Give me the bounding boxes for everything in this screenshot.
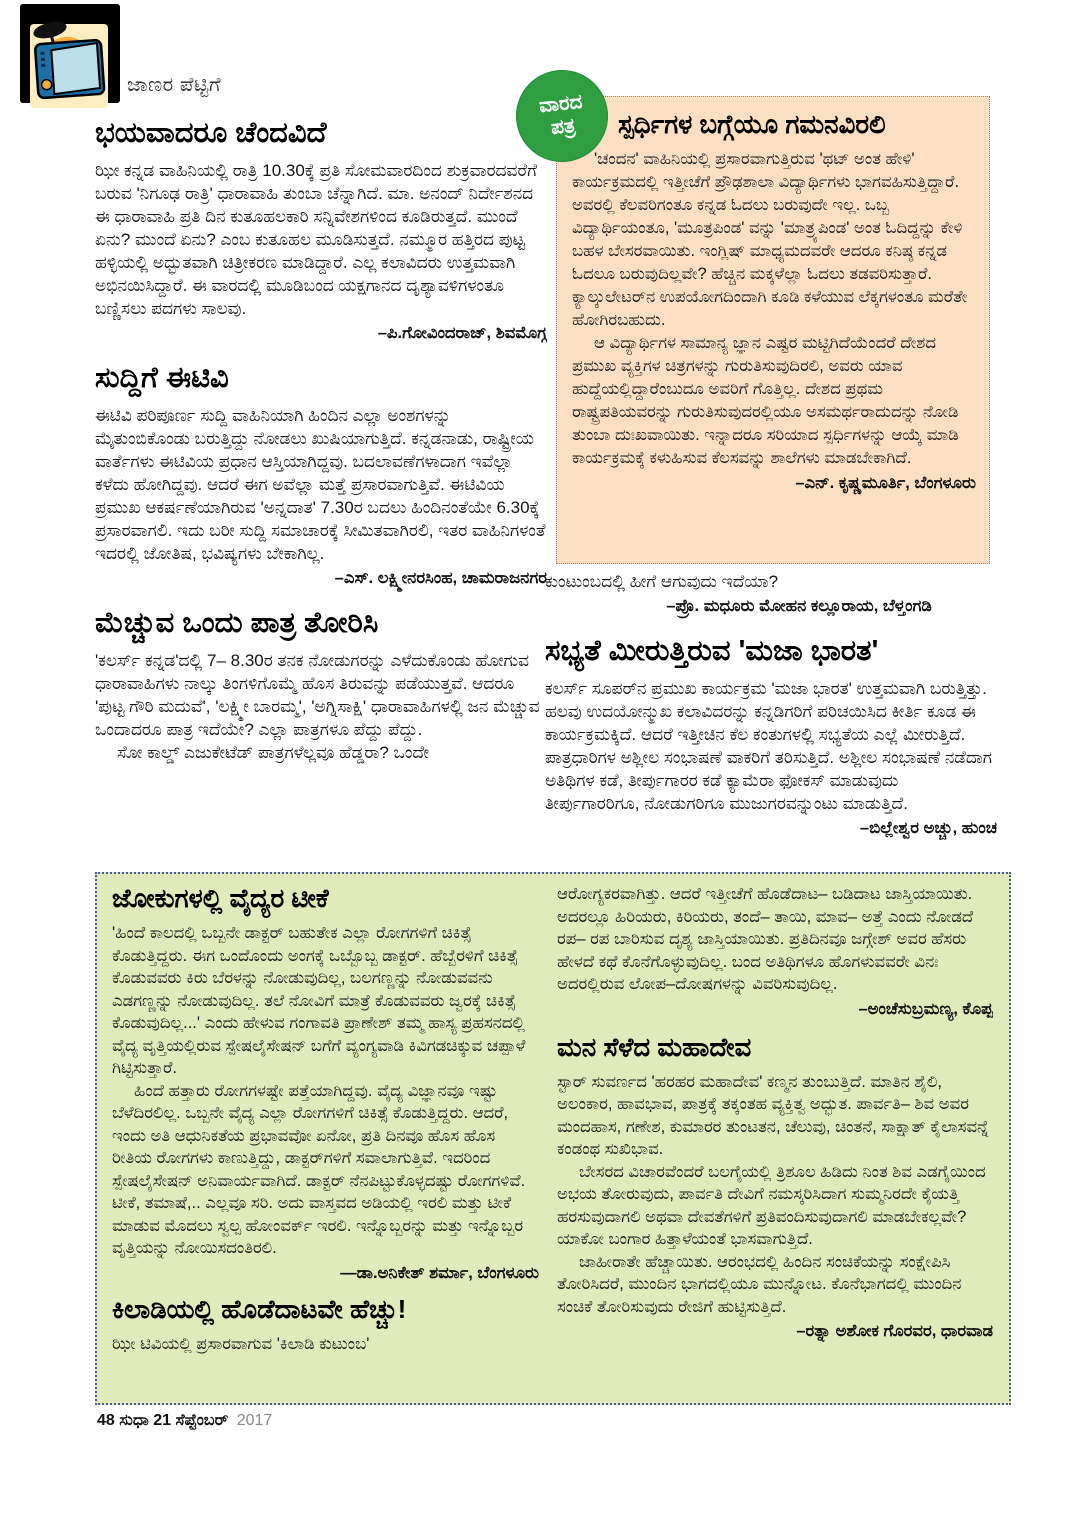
letter-body: 'ಹಿಂದೆ ಕಾಲದಲ್ಲಿ ಒಬ್ಬನೇ ಡಾಕ್ಟರ್ ಬಹುತೇಕ ಎಲ್ಲಾ ರೋಗಗಳಿಗೆ ಚಿಕಿತ್ಸೆ ಕೊಡುತ್ತಿದ್ದರು. ಈಗ ಒಂದೊಂದು ಅಂಗಕ್ಕೆ ಒಬ್ಬೊಬ್ಬ ಡಾಕ್ಟರ್. ಹೆಬ್ಬೆರಳಿಗೆ ಚಿಕಿತ್ಸೆ ಕೊಡುವವರು ಕಿರು ಬೆರಳನ್ನು ನೋಡುವುದಿಲ್ಲ, ಬಲಗಣ್ಣನ್ನು ನೋಡುವವನು ಎಡಗಣ್ಣನ್ನು ನೋಡುವುದಿಲ್ಲ. ತಲೆ ನೋವಿಗೆ ಮಾತ್ರೆ ಕೊಡುವವರು ಜ್ವರಕ್ಕೆ ಚಿಕಿತ್ಸೆ ಕೊಡುವುದಿಲ್ಲ...' ಎಂದು ಹೇಳುವ ಗಂಗಾವತಿ ಪ್ರಾಣೇಶ್ ತಮ್ಮ ಹಾಸ್ಯ ಪ್ರಹಸನದಲ್ಲಿ ವೈದ್ಯ ವೃತ್ತಿಯಲ್ಲಿರುವ ಸ್ಪೇಷಲೈಸೇಷನ್ ಬಗೆಗೆ ವ್ಯಂಗ್ಯವಾಡಿ ಕಿವಿಗಡಚಿಕ್ಕುವ ಚಪ್ಪಾಳೆ ಗಿಟ್ಟಿಸುತ್ತಾರೆ.	[112, 924, 526, 1077]
letter-title: ಕಿಲಾಡಿಯಲ್ಲಿ ಹೊಡೆದಾಟವೇ ಹೆಚ್ಚು!	[112, 1293, 407, 1324]
letter-title: ಸ್ಪರ್ಧಿಗಳ ಬಗ್ಗೆಯೂ ಗಮನವಿರಲಿ	[618, 109, 886, 139]
bottom-box-right-column	[557, 883, 993, 1393]
letter-title: ಭಯವಾದರೂ ಚೆಂದವಿದೆ	[95, 117, 327, 149]
magazine-name: ಸುಧಾ	[119, 1412, 149, 1429]
issue-year: 2017	[236, 1412, 273, 1429]
letter-body: ಹಿಂದೆ ಹತ್ತಾರು ರೋಗಗಳಷ್ಟೇ ಪತ್ತೆಯಾಗಿದ್ದವು. ವೈದ್ಯ ವಿಜ್ಞಾನವೂ ಇಷ್ಟು ಬೆಳೆದಿರಲಿಲ್ಲ. ಒಬ್ಬನೇ ವೈದ್ಯ ಎಲ್ಲಾ ರೋಗಗಳಿಗೆ ಚಿಕಿತ್ಸೆ ಕೊಡುತ್ತಿದ್ದರು. ಆದರೆ, ಇಂದು ಅತಿ ಆಧುನಿಕತೆಯ ಪ್ರಭಾವವೋ ಏನೋ, ಪ್ರತಿ ದಿನವೂ ಹೊಸ ಹೊಸ ರೀತಿಯ ರೋಗಗಳು ಕಾಣುತ್ತಿದ್ದು, ಡಾಕ್ಟರ್‌ಗಳಿಗೆ ಸವಾಲಾಗುತ್ತಿವೆ. ಇದರಿಂದ ಸ್ಪೇಷಲೈಸೇಷನ್ ಅನಿವಾರ್ಯವಾಗಿದೆ. ಡಾಕ್ಟರ್ ನೆನಪಿಟ್ಟುಕೊಳ್ಳದಷ್ಟು ರೋಗಗಳಿವೆ. ಟೀಕೆ, ತಮಾಷೆ,.. ಎಲ್ಲವೂ ಸರಿ. ಅದು ವಾಸ್ತವದ ಅಡಿಯಲ್ಲಿ ಇರಲಿ ಮತ್ತು ಟೀಕೆ ಮಾಡುವ ಮೊದಲು ಸ್ವಲ್ಪ ಹೋಂವರ್ಕ್ ಇರಲಿ. ಇನ್ನೊಬ್ಬರನ್ನು ಮತ್ತು ಇನ್ನೊಬ್ಬರ ವೃತ್ತಿಯನ್ನು ನೋಯಿಸದಂತಿರಲಿ.	[112, 1081, 526, 1257]
letter-signature: –ರತ್ನಾ ಅಶೋಕ ಗೊರವರ, ಧಾರವಾಡ	[796, 1322, 993, 1340]
letter-continuation	[545, 570, 993, 632]
letter-title: ಸಭ್ಯತೆ ಮೀರುತ್ತಿರುವ 'ಮಜಾ ಭಾರತ'	[545, 635, 879, 667]
letter-body: 'ಕಲರ್ಸ್ ಕನ್ನಡ'ದಲ್ಲಿ 7– 8.30ರ ತನಕ ನೋಡುಗರನ್ನು ಎಳೆದುಕೊಂಡು ಹೋಗುವ ಧಾರಾವಾಹಿಗಳು ನಾಲ್ಕು ತಿಂಗಳಿಗೊಮ್ಮೆ ಹೊಸ ತಿರುವನ್ನು ಪಡೆಯುತ್ತವೆ. ಆದರೂ 'ಪುಟ್ಟ ಗೌರಿ ಮದುವೆ', 'ಲಕ್ಷ್ಮೀ ಬಾರಮ್ಮ', 'ಅಗ್ನಿಸಾಕ್ಷಿ' ಧಾರಾವಾಹಿಗಳಲ್ಲಿ ಜನ ಮೆಚ್ಚುವ ಒಂದಾದರೂ ಪಾತ್ರ ಇದೆಯೇ? ಎಲ್ಲಾ ಪಾತ್ರಗಳೂ ಪೆದ್ದು ಪೆದ್ದು.	[95, 651, 540, 739]
left-column	[95, 116, 547, 868]
letter-body-continued: ಸೋ ಕಾಲ್ಡ್ ಎಜುಕೇಟೆಡ್ ಪಾತ್ರಗಳೆಲ್ಲವೂ ಹೆಡ್ಡರಾ? ಒಂದೇ	[117, 743, 430, 762]
page-footer	[97, 1412, 272, 1430]
letter-body: ಆರೋಗ್ಯಕರವಾಗಿತ್ತು. ಆದರೆ ಇತ್ತೀಚೆಗೆ ಹೊಡೆದಾಟ– ಬಡಿದಾಟ ಜಾಸ್ತಿಯಾಯಿತು. ಅದರಲ್ಲೂ ಹಿರಿಯರು, ಕಿರಿಯರು, ತಂದೆ– ತಾಯಿ, ಮಾವ– ಅತ್ತೆ ಎಂದು ನೋಡದೆ ರಪ– ರಪ ಬಾರಿಸುವ ದೃಶ್ಯ ಜಾಸ್ತಿಯಾಯಿತು. ಪ್ರತಿದಿನವೂ ಜಗ್ಗೇಶ್ ಅವರ ಹೆಸರು ಹೇಳದೆ ಕಥೆ ಕೊನೆಗೊಳ್ಳುವುದಿಲ್ಲ. ಬಂದ ಅತಿಥಿಗಳೂ ಹೊಗಳುವವರೇ ವಿನಃ ಅದರಲ್ಲಿರುವ ಲೋಪ–ದೋಷಗಳನ್ನು ವಿವರಿಸುವುದಿಲ್ಲ.	[557, 885, 974, 993]
badge-line2: ಪತ್ರ	[549, 114, 577, 140]
letter-body: 'ಚಂದನ' ವಾಹಿನಿಯಲ್ಲಿ ಪ್ರಸಾರವಾಗುತ್ತಿರುವ 'ಥಟ್ ಅಂತ ಹೇಳಿ' ಕಾರ್ಯಕ್ರಮದಲ್ಲಿ ಇತ್ತೀಚೆಗೆ ಪ್ರೌಢಶಾಲಾ ವಿದ್ಯಾರ್ಥಿಗಳು ಭಾಗವಹಿಸುತ್ತಿದ್ದಾರೆ. ಅವರಲ್ಲಿ ಕೆಲವರಿಗಂತೂ ಕನ್ನಡ ಓದಲು ಬರುವುದೇ ಇಲ್ಲ. ಒಬ್ಬ ವಿದ್ಯಾರ್ಥಿಯಂತೂ, 'ಮೂತ್ರಪಿಂಡ' ವನ್ನು 'ಮಾತ್ರ್ಯಪಿಂಡ' ಅಂತ ಓದಿದ್ದನ್ನು ಕೇಳಿ ಬಹಳ ಬೇಸರವಾಯಿತು. ಇಂಗ್ಲಿಷ್ ಮಾಧ್ಯಮದವರೇ ಆದರೂ ಕನಿಷ್ಠ ಕನ್ನಡ ಓದಲೂ ಬರುವುದಿಲ್ಲವೇ? ಹೆಚ್ಚಿನ ಮಕ್ಕಳೆಲ್ಲಾ ಓದಲು ತಡವರಿಸುತ್ತಾರೆ. ಕ್ಯಾಲ್ಕುಲೇಟರ್‌ನ ಉಪಯೋಗದಿಂದಾಗಿ ಕೂಡಿ ಕಳೆಯುವ ಲೆಕ್ಕಗಳಂತೂ ಮರೆತೇ ಹೋಗಿರಬಹುದು.	[572, 150, 968, 329]
letter-body: ಆ ವಿದ್ಯಾರ್ಥಿಗಳ ಸಾಮಾನ್ಯ ಜ್ಞಾನ ಎಷ್ಟರ ಮಟ್ಟಿಗಿದೆಯೆಂದರೆ ದೇಶದ ಪ್ರಮುಖ ವ್ಯಕ್ತಿಗಳ ಚಿತ್ರಗಳನ್ನು ಗುರುತಿಸುವುದಿರಲಿ, ಅವರು ಯಾವ ಹುದ್ದೆಯಲ್ಲಿದ್ದಾರೆಂಬುದೂ ಅವರಿಗೆ ಗೊತ್ತಿಲ್ಲ. ದೇಶದ ಪ್ರಥಮ ರಾಷ್ಟ್ರಪತಿಯವರನ್ನು ಗುರುತಿಸುವುದರಲ್ಲಿಯೂ ಅಸಮರ್ಥರಾದುದನ್ನು ನೋಡಿ ತುಂಬಾ ದುಃಖವಾಯಿತು. ಇನ್ನಾದರೂ ಸರಿಯಾದ ಸ್ಪರ್ಧಿಗಳನ್ನು ಆಯ್ಕೆ ಮಾಡಿ ಕಾರ್ಯಕ್ರಮಕ್ಕೆ ಕಳುಹಿಸುವ ಕೆಲಸವನ್ನು ಶಾಲೆಗಳು ಮಾಡಬೇಕಾಗಿದೆ.	[572, 334, 959, 467]
letter-signature: –ಎನ್. ಕೃಷ್ಣಮೂರ್ತಿ, ಬೆಂಗಳೂರು	[795, 474, 976, 492]
letter-title: ಜೋಕುಗಳಲ್ಲಿ ವೈದ್ಯರ ಟೀಕೆ	[112, 883, 329, 913]
letter-body: ಜಾಹೀರಾತೇ ಹೆಚ್ಚಾಯಿತು. ಆರಂಭದಲ್ಲಿ ಹಿಂದಿನ ಸಂಚಿಕೆಯನ್ನು ಸಂಕ್ಷೇಪಿಸಿ ತೋರಿಸಿದರೆ, ಮುಂದಿನ ಭಾಗದಲ್ಲಿಯೂ ಮುನ್ನೋಟ. ಕೊನೆಭಾಗದಲ್ಲಿ ಮುಂದಿನ ಸಂಚಿಕೆ ತೋರಿಸುವುದು ರೇಜಿಗೆ ಹುಟ್ಟಿಸುತ್ತಿದೆ.	[557, 1252, 962, 1316]
letter-signature: –ಪಿ.ಗೋವಿಂದರಾಜ್, ಶಿವಮೊಗ್ಗ	[377, 324, 547, 342]
letter-signature: –ಪ್ರೊ. ಮಧೂರು ಮೋಹನ ಕಲ್ಲೂರಾಯ, ಬೆಳ್ತಂಗಡಿ	[666, 597, 932, 615]
letter-signature: –ಅಂಚೆಸುಬ್ರಮಣ್ಯ, ಕೊಪ್ಪ	[858, 999, 993, 1018]
letter-signature: –ಎಸ್. ಲಕ್ಷ್ಮೀನರಸಿಂಹ, ಚಾಮರಾಜನಗರ	[334, 569, 547, 587]
letter-title: ಮೆಚ್ಚುವ ಒಂದು ಪಾತ್ರ ತೋರಿಸಿ	[95, 607, 379, 639]
letter	[95, 606, 547, 764]
bottom-box-left-column	[112, 883, 539, 1393]
letter-body: ಝೀ ಕನ್ನಡ ವಾಹಿನಿಯಲ್ಲಿ ರಾತ್ರಿ 10.30ಕ್ಕೆ ಪ್ರತಿ ಸೋಮವಾರದಿಂದ ಶುಕ್ರವಾರದವರೆಗೆ ಬರುವ 'ನಿಗೂಢ ರಾತ್ರಿ' ಧಾರಾವಾಹಿ ತುಂಬಾ ಚೆನ್ನಾಗಿದೆ. ಮಾ. ಅನಂದ್ ನಿರ್ದೇಶನದ ಈ ಧಾರಾವಾಹಿ ಪ್ರತಿ ದಿನ ಕುತೂಹಲಕಾರಿ ಸನ್ನಿವೇಶಗಳಿಂದ ಕೂಡಿರುತ್ತದೆ. ಮುಂದೆ ಏನು? ಮುಂದೆ ಏನು? ಎಂಬ ಕುತೂಹಲ ಮೂಡಿಸುತ್ತದೆ. ನಮ್ಮೂರ ಹತ್ತಿರದ ಪುಟ್ಟ ಹಳ್ಳಿಯಲ್ಲಿ ಅದ್ಭುತವಾಗಿ ಚಿತ್ರೀಕರಣ ಮಾಡಿದ್ದಾರೆ. ಎಲ್ಲ ಕಲಾವಿದರು ಉತ್ತಮವಾಗಿ ಅಭಿನಯಿಸಿದ್ದಾರೆ. ಈ ವಾರದಲ್ಲಿ ಮೂಡಿಬಂದ ಯಕ್ಷಗಾನದ ದೃಶ್ಯಾವಳಿಗಳಂತೂ ಬಣ್ಣಿಸಲು ಪದಗಳು ಸಾಲವು.	[95, 161, 538, 318]
letter-title: ಸುದ್ದಿಗೆ ಈಟಿವಿ	[95, 362, 229, 394]
letter-signature: –ಬಿಲ್ಲೇಶ್ವರ ಅಚ್ಚು, ಹುಂಚ	[859, 819, 997, 837]
badge-line1: ವಾರದ	[538, 90, 584, 118]
issue-date: 21 ಸೆಪ್ಟೆಂಬರ್	[153, 1412, 229, 1429]
letter-body: ಝೀ ಟಿವಿಯಲ್ಲಿ ಪ್ರಸಾರವಾಗುವ 'ಕಿಲಾಡಿ ಕುಟುಂಬ'	[112, 1334, 370, 1353]
letter	[95, 116, 547, 344]
letter	[545, 634, 997, 864]
letter	[95, 361, 547, 589]
letter-signature: —ಡಾ.ಅನಿಕೇತ್ ಶರ್ಮಾ, ಬೆಂಗಳೂರು	[340, 1263, 539, 1282]
letter-title: ಮನ ಸೆಳೆದ ಮಹಾದೇವ	[557, 1031, 752, 1062]
page-number: 48	[97, 1412, 115, 1429]
letter-body: ಸ್ಟಾರ್ ಸುವರ್ಣದ 'ಹರಹರ ಮಹಾದೇವ' ಕಣ್ಮನ ತುಂಬುತ್ತಿದೆ. ಮಾತಿನ ಶೈಲಿ, ಅಲಂಕಾರ, ಹಾವಭಾವ, ಪಾತ್ರಕ್ಕೆ ತಕ್ಕಂತಹ ವ್ಯಕ್ತಿತ್ವ ಅದ್ಭುತ. ಪಾರ್ವತಿ– ಶಿವ ಅವರ ಮಂದಹಾಸ, ಗಣೇಶ, ಕುಮಾರರ ತುಂಟತನ, ಚೆಲುವು, ಚಿಂತನೆ, ಸಾಕ್ಷಾತ್ ಕೈಲಾಸವನ್ನೆ ಕಂಡಂಥ ಸುಖಿಭಾವ.	[557, 1072, 990, 1158]
featured-letter-box	[556, 96, 990, 564]
bottom-letters-box	[95, 872, 1011, 1405]
letter-body: ಕುಂಟುಂಬದಲ್ಲಿ ಹೀಗೆ ಆಗುವುದು ಇದೆಯಾ?	[545, 572, 779, 591]
section-title: ಜಾಣರ ಪೆಟ್ಟಿಗೆ	[127, 74, 222, 96]
letter-body: ಈಟಿವಿ ಪರಿಪೂರ್ಣ ಸುದ್ದಿ ವಾಹಿನಿಯಾಗಿ ಹಿಂದಿನ ಎಲ್ಲಾ ಅಂಶಗಳನ್ನು ಮೈತುಂಬಿಕೊಂಡು ಬರುತ್ತಿದ್ದು ನೋಡಲು ಖುಷಿಯಾಗುತ್ತಿದೆ. ಕನ್ನಡನಾಡು, ರಾಷ್ಟ್ರೀಯ ವಾರ್ತೆಗಳು ಈಟಿವಿಯ ಪ್ರಧಾನ ಆಸ್ತಿಯಾಗಿದ್ದವು. ಬದಲಾವಣೆಗಳಾದಾಗ ಇವೆಲ್ಲಾ ಕಳೆದು ಹೋಗಿದ್ದವು. ಆದರೆ ಈಗ ಅವೆಲ್ಲಾ ಮತ್ತೆ ಪ್ರಸಾರವಾಗುತ್ತಿವೆ. ಈಟಿವಿಯ ಪ್ರಮುಖ ಆಕರ್ಷಣೆಯಾಗಿರುವ 'ಅನ್ನದಾತ' 7.30ರ ಬದಲು ಹಿಂದಿನಂತೆಯೇ 6.30ಕ್ಕೆ ಪ್ರಸಾರವಾಗಲಿ. ಇದು ಬರೀ ಸುದ್ದಿ ಸಮಾಚಾರಕ್ಕೆ ಸೀಮಿತವಾಗಿರಲಿ, ಇತರ ವಾಹಿನಿಗಳಂತೆ ಇದರಲ್ಲಿ ಜೋತಿಷ, ಭವಿಷ್ಯಗಳು ಬೇಕಾಗಿಲ್ಲ.	[95, 406, 546, 563]
masthead	[20, 4, 440, 114]
letter-body: ಬೇಸರದ ವಿಚಾರವೆಂದರೆ ಬಲಗೈಯಲ್ಲಿ ತ್ರಿಶೂಲ ಹಿಡಿದು ನಿಂತ ಶಿವ ಎಡಗೈಯಿಂದ ಅಭಯ ತೋರುವುದು, ಪಾರ್ವತಿ ದೇವಿಗೆ ನಮಸ್ಕರಿಸಿದಾಗ ಸುಮ್ಮನಿರದೇ ಕೈಯತ್ತಿ ಹರಸುವುದಾಗಲಿ ಅಥವಾ ದೇವತೆಗಳಿಗೆ ಪ್ರತಿವಂದಿಸುವುದಾಗಲಿ ಮಾಡಬೇಕಲ್ಲವೇ? ಯಾಕೋ ಬಂಗಾರ ಹಿತ್ತಾಳೆಯಂತೆ ಭಾಸವಾಗುತ್ತಿದೆ.	[557, 1162, 986, 1248]
tv-icon	[20, 4, 120, 108]
letter-body: ಕಲರ್ಸ್ ಸೂಪರ್‌ನ ಪ್ರಮುಖ ಕಾರ್ಯಕ್ರಮ 'ಮಜಾ ಭಾರತ' ಉತ್ತಮವಾಗಿ ಬರುತ್ತಿತ್ತು. ಹಲವು ಉದಯೋನ್ಮುಖ ಕಲಾವಿದರನ್ನು ಕನ್ನಡಿಗರಿಗೆ ಪರಿಚಯಿಸಿದ ಕೀರ್ತಿ ಕೂಡ ಈ ಕಾರ್ಯಕ್ರಮಕ್ಕಿದೆ. ಆದರೆ ಇತ್ತೀಚಿನ ಕೆಲ ಕಂತುಗಳಲ್ಲಿ ಸಭ್ಯತೆಯ ಎಲ್ಲೆ ಮೀರುತ್ತಿದೆ. ಪಾತ್ರಧಾರಿಗಳ ಅಶ್ಲೀಲ ಸಂಭಾಷಣೆ ವಾಕರಿಗೆ ತರಿಸುತ್ತಿದೆ. ಅಶ್ಲೀಲ ಸಂಭಾಷಣೆ ನಡೆದಾಗ ಅತಿಥಿಗಳ ಕಡೆ, ತೀರ್ಪುಗಾರರ ಕಡೆ ಕ್ಯಾಮೆರಾ ಫೋಕಸ್ ಮಾಡುವುದು ತೀರ್ಪುಗಾರರಿಗೂ, ನೋಡುಗರಿಗೂ ಮುಜುಗರವನ್ನುಂಟು ಮಾಡುತ್ತಿದೆ.	[545, 679, 993, 813]
